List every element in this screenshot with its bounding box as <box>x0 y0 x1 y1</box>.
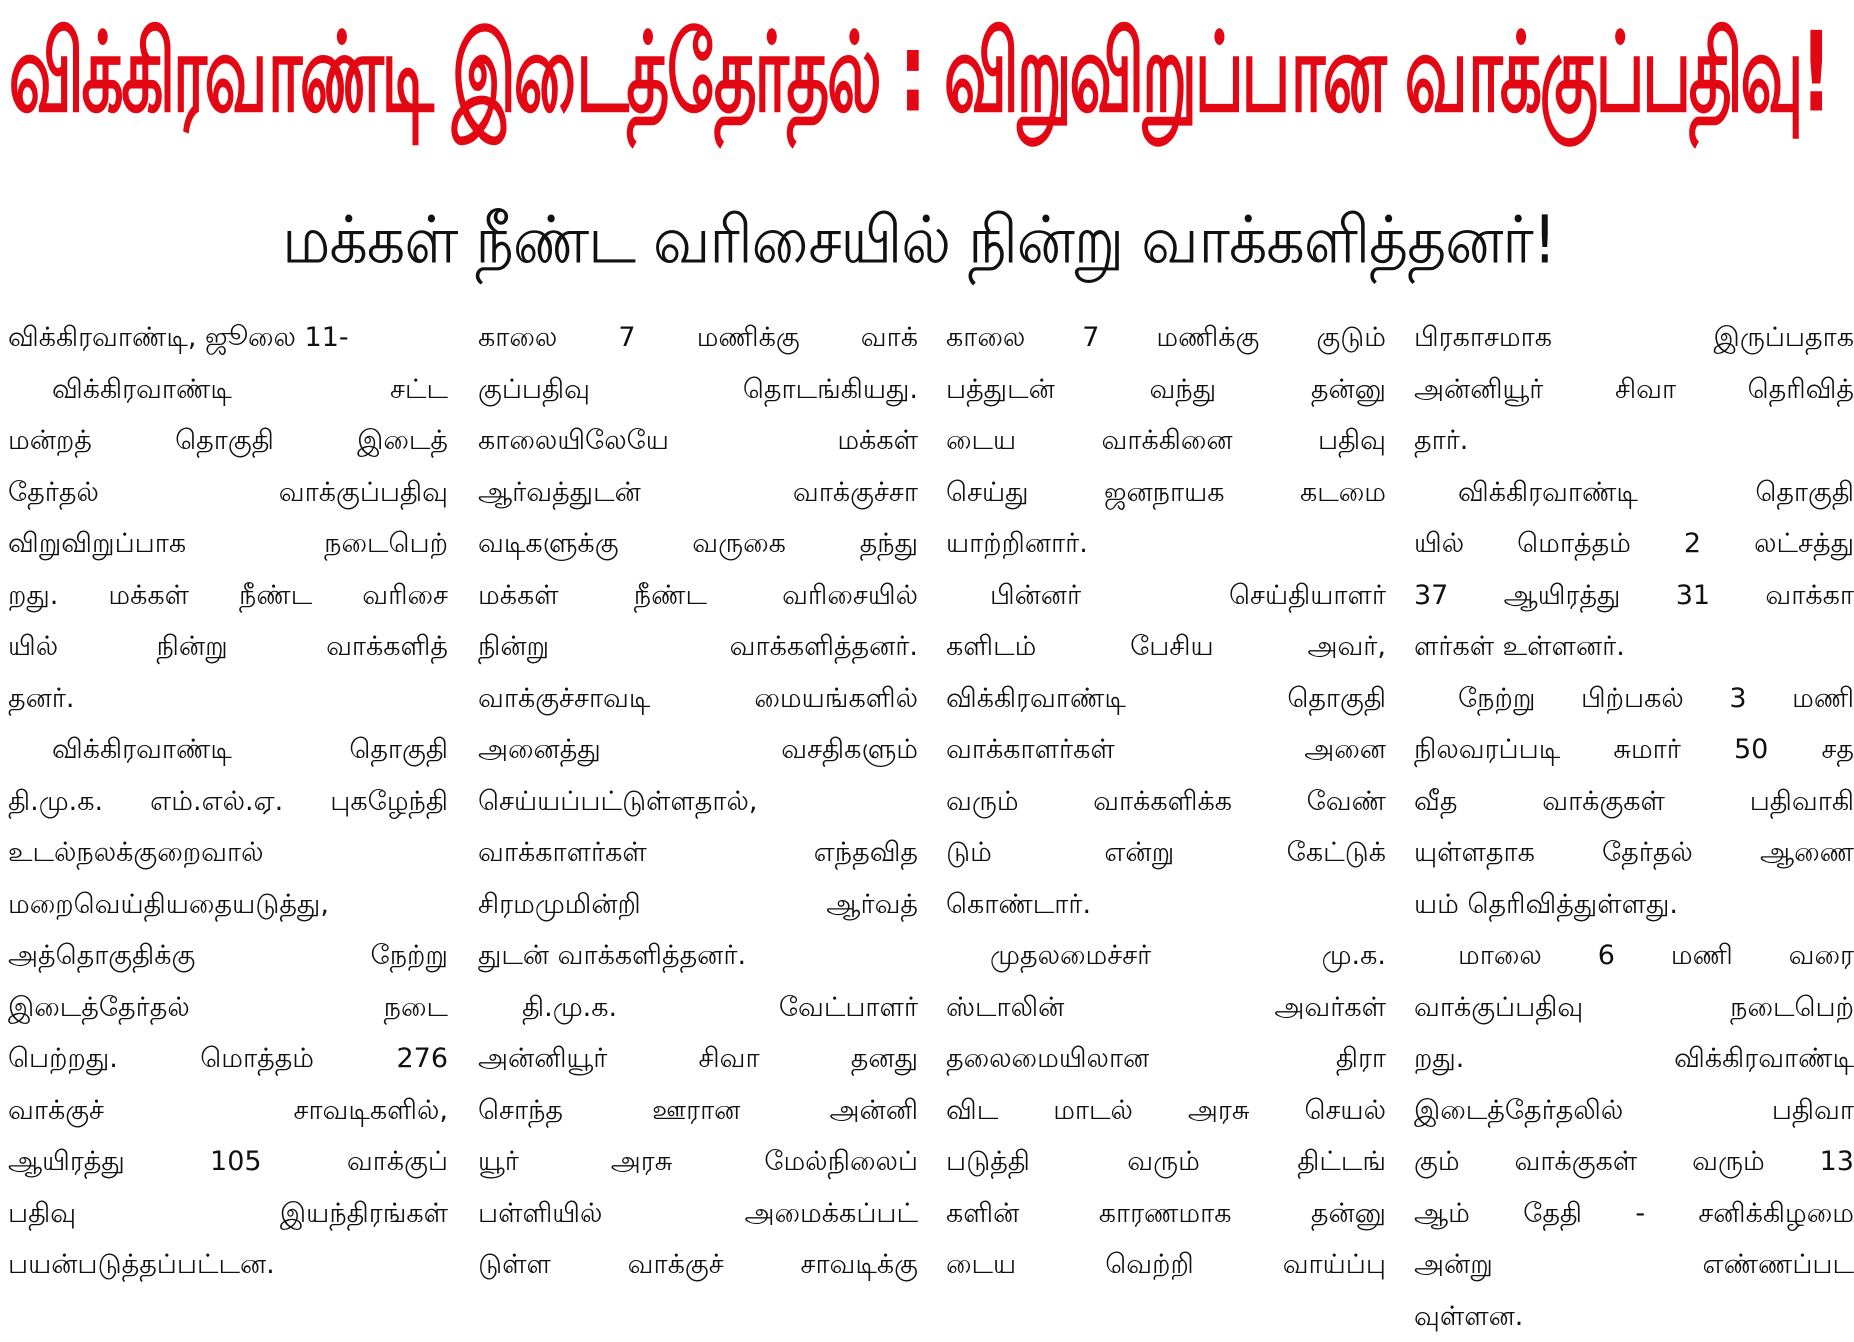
article-line: டைய வாக்கினை பதிவு <box>946 415 1386 467</box>
article-line: சொந்த ஊரான அன்னி <box>478 1085 918 1137</box>
article-column-4 <box>1414 312 1854 1278</box>
article-line: தலைமையிலான திரா <box>946 1033 1386 1085</box>
article-line: காலை 7 மணிக்கு வாக் <box>478 312 918 364</box>
subheadline <box>0 190 1838 300</box>
headline <box>0 0 1838 160</box>
article-line: வாக்காளர்கள் அனை <box>946 724 1386 776</box>
article-line: செய்யப்பட்டுள்ளதால், <box>478 776 918 828</box>
article-line: அன்னியூர் சிவா தனது <box>478 1033 918 1085</box>
article-line: 37 ஆயிரத்து 31 வாக்கா <box>1414 570 1854 622</box>
article-column-2 <box>478 312 918 1278</box>
article-line: நின்று வாக்களித்தனர். <box>478 621 918 673</box>
article-line: வாக்குப்பதிவு நடைபெற் <box>1414 982 1854 1034</box>
article-line: வீத வாக்குகள் பதிவாகி <box>1414 776 1854 828</box>
article-line: ளர்கள் உள்ளனர். <box>1414 621 1854 673</box>
article-line: ஆயிரத்து 105 வாக்குப் <box>8 1136 448 1188</box>
article-line: வாக்காளர்கள் எந்தவித <box>478 827 918 879</box>
article-line: றது. விக்கிரவாண்டி <box>1414 1033 1854 1085</box>
article-line: மக்கள் நீண்ட வரிசையில் <box>478 570 918 622</box>
article-line: அத்தொகுதிக்கு நேற்று <box>8 930 448 982</box>
article-line: விட மாடல் அரசு செயல் <box>946 1085 1386 1137</box>
article-line: குப்பதிவு தொடங்கியது. <box>478 364 918 416</box>
article-line: வடிகளுக்கு வருகை தந்து <box>478 518 918 570</box>
article-line: மாலை 6 மணி வரை <box>1414 930 1854 982</box>
article-line: யில் மொத்தம் 2 லட்சத்து <box>1414 518 1854 570</box>
article-line: துடன் வாக்களித்தனர். <box>478 930 918 982</box>
article-line: பயன்படுத்தப்பட்டன. <box>8 1239 448 1291</box>
headline-text: விக்கிரவாண்டி இடைத்தேர்தல் : விறுவிறுப்பான வாக்குப்பதிவு! <box>9 8 1829 153</box>
article-line: பின்னர் செய்தியாளர் <box>946 570 1386 622</box>
article-line: தி.மு.க. வேட்பாளர் <box>478 982 918 1034</box>
article-line: றது. மக்கள் நீண்ட வரிசை <box>8 570 448 622</box>
article-line: பத்துடன் வந்து தன்னு <box>946 364 1386 416</box>
article-line: தி.மு.க. எம்.எல்.ஏ. புகழேந்தி <box>8 776 448 828</box>
article-line: கும் வாக்குகள் வரும் 13 <box>1414 1136 1854 1188</box>
article-line: செய்து ஜனநாயக கடமை <box>946 467 1386 519</box>
article-line: யூர் அரசு மேல்நிலைப் <box>478 1136 918 1188</box>
article-line: டைய வெற்றி வாய்ப்பு <box>946 1239 1386 1291</box>
article-line: காலை 7 மணிக்கு குடும் <box>946 312 1386 364</box>
article-line: விக்கிரவாண்டி தொகுதி <box>946 673 1386 725</box>
article-line: நேற்று பிற்பகல் 3 மணி <box>1414 673 1854 725</box>
article-line: வாக்குச் சாவடிகளில், <box>8 1085 448 1137</box>
article-line: படுத்தி வரும் திட்டங் <box>946 1136 1386 1188</box>
article-line: விறுவிறுப்பாக நடைபெற் <box>8 518 448 570</box>
article-line: யாற்றினார். <box>946 518 1386 570</box>
article-line: விக்கிரவாண்டி தொகுதி <box>1414 467 1854 519</box>
article-line: விக்கிரவாண்டி, ஜூலை 11- <box>8 312 448 364</box>
article-line: டுள்ள வாக்குச் சாவடிக்கு <box>478 1239 918 1291</box>
article-line: தேர்தல் வாக்குப்பதிவு <box>8 467 448 519</box>
article-line: அனைத்து வசதிகளும் <box>478 724 918 776</box>
article-line: தார். <box>1414 415 1854 467</box>
article-line: கொண்டார். <box>946 879 1386 931</box>
article-line: சிரமமுமின்றி ஆர்வத் <box>478 879 918 931</box>
article-line: இடைத்தேர்தலில் பதிவா <box>1414 1085 1854 1137</box>
article-column-1 <box>8 312 448 1278</box>
article-line: யம் தெரிவித்துள்ளது. <box>1414 879 1854 931</box>
article-line: வாக்குச்சாவடி மையங்களில் <box>478 673 918 725</box>
article-line: மறைவெய்தியதையடுத்து, <box>8 879 448 931</box>
article-line: நிலவரப்படி சுமார் 50 சத <box>1414 724 1854 776</box>
article-line: அன்னியூர் சிவா தெரிவித் <box>1414 364 1854 416</box>
article-column-3 <box>946 312 1386 1278</box>
article-line: வுள்ளன. <box>1414 1291 1854 1342</box>
article-line: பிரகாசமாக இருப்பதாக <box>1414 312 1854 364</box>
article-line: விக்கிரவாண்டி சட்ட <box>8 364 448 416</box>
article-line: விக்கிரவாண்டி தொகுதி <box>8 724 448 776</box>
article-line: உடல்நலக்குறைவால் <box>8 827 448 879</box>
article-line: யுள்ளதாக தேர்தல் ஆணை <box>1414 827 1854 879</box>
article-line: களிடம் பேசிய அவர், <box>946 621 1386 673</box>
article-line: தனர். <box>8 673 448 725</box>
article-line: அன்று எண்ணப்பட <box>1414 1239 1854 1291</box>
article-line: யில் நின்று வாக்களித் <box>8 621 448 673</box>
article-line: ஆம் தேதி - சனிக்கிழமை <box>1414 1188 1854 1240</box>
article-line: பள்ளியில் அமைக்கப்பட் <box>478 1188 918 1240</box>
article-line: வரும் வாக்களிக்க வேண் <box>946 776 1386 828</box>
article-line: பெற்றது. மொத்தம் 276 <box>8 1033 448 1085</box>
article-line: காலையிலேயே மக்கள் <box>478 415 918 467</box>
article-line: பதிவு இயந்திரங்கள் <box>8 1188 448 1240</box>
article-line: டும் என்று கேட்டுக் <box>946 827 1386 879</box>
article-line: ஸ்டாலின் அவர்கள் <box>946 982 1386 1034</box>
article-body <box>8 312 1836 1278</box>
article-line: முதலமைச்சர் மு.க. <box>946 930 1386 982</box>
article-line: களின் காரணமாக தன்னு <box>946 1188 1386 1240</box>
subheadline-text: மக்கள் நீண்ட வரிசையில் நின்று வாக்களித்தனர்! <box>282 202 1556 288</box>
article-line: மன்றத் தொகுதி இடைத் <box>8 415 448 467</box>
article-line: ஆர்வத்துடன் வாக்குச்சா <box>478 467 918 519</box>
article-line: இடைத்தேர்தல் நடை <box>8 982 448 1034</box>
